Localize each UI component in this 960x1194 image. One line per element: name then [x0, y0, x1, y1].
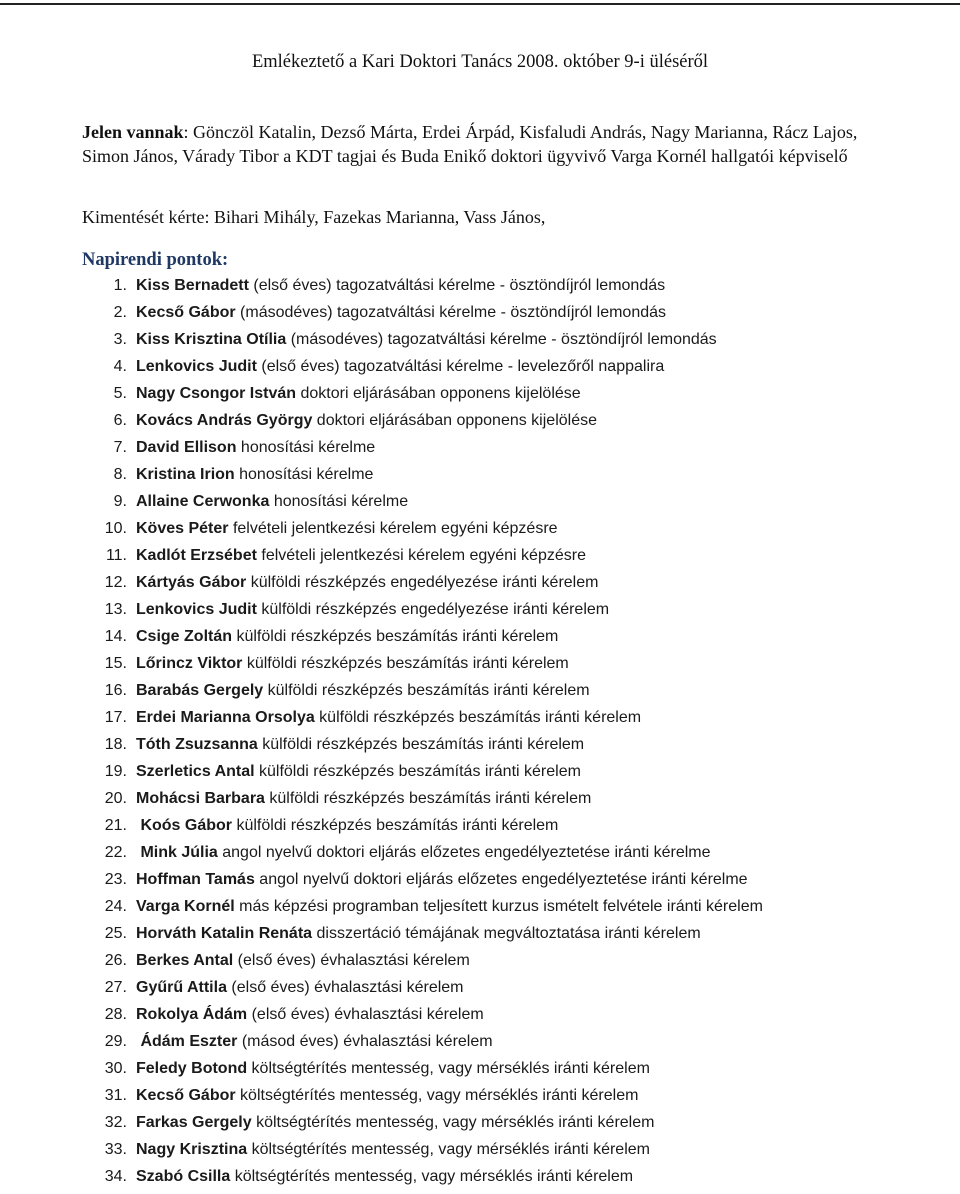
- agenda-item-name: Szabó Csilla: [136, 1168, 231, 1185]
- agenda-item: [82, 1005, 763, 1032]
- attendees-label: Jelen vannak: [82, 122, 184, 142]
- excused-line: Kimentését kérte: Bihari Mihály, Fazekas Marianna, Vass János,: [82, 207, 546, 227]
- agenda-item-number: 19.: [104, 763, 127, 780]
- agenda-item-name: Köves Péter: [136, 520, 229, 537]
- agenda-item-number: 20.: [104, 790, 127, 807]
- agenda-item-number: 10.: [104, 520, 127, 537]
- agenda-item-name: Kecső Gábor: [136, 304, 236, 321]
- agenda-item-text: (első éves) tagozatváltási kérelme - ösztöndíjról lemondás: [248, 277, 666, 294]
- agenda-item-number: 32.: [104, 1114, 127, 1131]
- agenda-item-name: Kiss Bernadett: [136, 277, 249, 294]
- agenda-item-text: (első éves) évhalasztási kérelem: [233, 952, 470, 969]
- agenda-item-number: 21.: [104, 817, 127, 834]
- agenda-item: [82, 627, 763, 654]
- agenda-item-name: Lenkovics Judit: [136, 601, 257, 618]
- agenda-item: [82, 411, 763, 438]
- agenda-item-text: (első éves) évhalasztási kérelem: [247, 1006, 484, 1023]
- agenda-item-number: 12.: [104, 574, 127, 591]
- agenda-item-text: külföldi részképzés beszámítás iránti kérelem: [242, 655, 569, 672]
- agenda-item-text: külföldi részképzés beszámítás iránti kérelem: [254, 763, 581, 780]
- agenda-item-text: disszertáció témájának megváltoztatása iránti kérelem: [312, 925, 701, 942]
- agenda-item: [82, 816, 763, 843]
- agenda-item: [82, 735, 763, 762]
- agenda-item-number: 34.: [104, 1168, 127, 1185]
- agenda-item-text: költségtérítés mentesség, vagy mérséklés iránti kérelem: [230, 1168, 634, 1185]
- agenda-item-name: Varga Kornél: [136, 898, 235, 915]
- agenda-item-number: 3.: [113, 331, 127, 348]
- agenda-item-number: 33.: [104, 1141, 127, 1158]
- agenda-item: [82, 1167, 763, 1194]
- agenda-item-number: 7.: [113, 439, 127, 456]
- agenda-item-name: Gyűrű Attila: [136, 979, 227, 996]
- agenda-item-name: Koós Gábor: [136, 817, 233, 834]
- agenda-item: [82, 357, 763, 384]
- agenda-item-text: honosítási kérelme: [234, 466, 374, 483]
- agenda-item-name: Kecső Gábor: [136, 1087, 236, 1104]
- attendees-list: : Gönczöl Katalin, Dezső Márta, Erdei Árpád, Kisfaludi András, Nagy Marianna, Rácz Lajos, Simon János, Várady Tibor a KDT tagjai és Buda Enikő doktori ügyvivő Varga Kornél hallgatói képviselő: [82, 122, 858, 166]
- agenda-item-text: költségtérítés mentesség, vagy mérséklés iránti kérelem: [251, 1114, 655, 1131]
- agenda-item-name: Lőrincz Viktor: [136, 655, 243, 672]
- agenda-item-name: Rokolya Ádám: [136, 1006, 248, 1023]
- agenda-heading: Napirendi pontok:: [82, 250, 229, 270]
- agenda-item: [82, 978, 763, 1005]
- agenda-item: [82, 276, 763, 303]
- agenda-item-text: költségtérítés mentesség, vagy mérséklés iránti kérelem: [247, 1060, 650, 1077]
- agenda-item-name: Kártyás Gábor: [136, 574, 247, 591]
- agenda-item-name: Lenkovics Judit: [136, 358, 257, 375]
- agenda-item-text: (másod éves) évhalasztási kérelem: [237, 1033, 493, 1050]
- agenda-item-number: 18.: [104, 736, 127, 753]
- agenda-item-number: 16.: [104, 682, 127, 699]
- agenda-item-number: 29.: [104, 1033, 127, 1050]
- agenda-item: [82, 1059, 763, 1086]
- agenda-item-name: Hoffman Tamás: [136, 871, 255, 888]
- agenda-item-name: Szerletics Antal: [136, 763, 255, 780]
- agenda-item: [82, 924, 763, 951]
- agenda-item-number: 28.: [104, 1006, 127, 1023]
- agenda-item-text: felvételi jelentkezési kérelem egyéni képzésre: [256, 547, 586, 564]
- agenda-item-name: Mink Júlia: [136, 844, 218, 861]
- agenda-item-name: Csige Zoltán: [136, 628, 233, 645]
- agenda-item: [82, 546, 763, 573]
- agenda-item-text: külföldi részképzés beszámítás iránti kérelem: [263, 682, 590, 699]
- agenda-item-number: 22.: [104, 844, 127, 861]
- agenda-item-name: Kristina Irion: [136, 466, 235, 483]
- agenda-item-number: 2.: [113, 304, 127, 321]
- document-title: Emlékeztető a Kari Doktori Tanács 2008. október 9-i üléséről: [251, 52, 709, 72]
- agenda-item-number: 1.: [113, 277, 127, 294]
- agenda-item-name: Farkas Gergely: [136, 1114, 252, 1131]
- agenda-item-text: honosítási kérelme: [236, 439, 376, 456]
- agenda-item-text: külföldi részképzés beszámítás iránti kérelem: [232, 628, 559, 645]
- top-rule: [0, 3, 960, 5]
- agenda-item-text: (másodéves) tagozatváltási kérelme - ösztöndíjról lemondás: [286, 331, 717, 348]
- agenda-item-text: (első éves) tagozatváltási kérelme - levelezőről nappalira: [256, 358, 665, 375]
- agenda-item: [82, 600, 763, 627]
- agenda-item-text: angol nyelvű doktori eljárás előzetes engedélyeztetése iránti kérelme: [217, 844, 711, 861]
- agenda-item-number: 14.: [104, 628, 127, 645]
- agenda-item: [82, 762, 763, 789]
- agenda-item: [82, 681, 763, 708]
- agenda-item-number: 11.: [105, 547, 127, 564]
- agenda-item-text: doktori eljárásában opponens kijelölése: [296, 385, 581, 402]
- agenda-item-number: 23.: [104, 871, 127, 888]
- agenda-item-number: 5.: [113, 385, 127, 402]
- agenda-item: [82, 789, 763, 816]
- agenda-item-name: Kadlót Erzsébet: [136, 547, 257, 564]
- agenda-list: [82, 276, 763, 1194]
- agenda-item-number: 24.: [104, 898, 127, 915]
- agenda-item: [82, 708, 763, 735]
- agenda-item: [82, 1032, 763, 1059]
- agenda-item-text: felvételi jelentkezési kérelem egyéni képzésre: [228, 520, 558, 537]
- agenda-item: [82, 1140, 763, 1167]
- agenda-item-text: (másodéves) tagozatváltási kérelme - ösztöndíjról lemondás: [235, 304, 667, 321]
- agenda-item: [82, 519, 763, 546]
- agenda-item-number: 17.: [104, 709, 127, 726]
- agenda-item-number: 15.: [104, 655, 127, 672]
- agenda-item: [82, 573, 763, 600]
- agenda-item: [82, 303, 763, 330]
- agenda-item: [82, 492, 763, 519]
- agenda-item: [82, 438, 763, 465]
- agenda-item-name: Feledy Botond: [136, 1060, 248, 1077]
- agenda-item-name: Mohácsi Barbara: [136, 790, 265, 807]
- agenda-item-text: külföldi részképzés beszámítás iránti kérelem: [257, 736, 585, 753]
- agenda-item-number: 4.: [113, 358, 127, 375]
- agenda-item-text: honosítási kérelme: [269, 493, 409, 510]
- agenda-item-number: 25.: [104, 925, 127, 942]
- agenda-item-text: más képzési programban teljesített kurzus ismételt felvétele iránti kérelem: [234, 898, 763, 915]
- agenda-item-text: külföldi részképzés engedélyezése iránti kérelem: [246, 574, 599, 591]
- agenda-item: [82, 1113, 763, 1140]
- agenda-item: [82, 654, 763, 681]
- agenda-item-text: költségtérítés mentesség, vagy mérséklés iránti kérelem: [247, 1141, 650, 1158]
- agenda-item: [82, 330, 763, 357]
- agenda-item-number: 30.: [104, 1060, 127, 1077]
- agenda-item-text: külföldi részképzés beszámítás iránti kérelem: [314, 709, 642, 726]
- agenda-item: [82, 870, 763, 897]
- agenda-item-number: 31.: [104, 1087, 127, 1104]
- agenda-item-name: Kiss Krisztina Otília: [136, 331, 287, 348]
- agenda-item-text: külföldi részképzés beszámítás iránti kérelem: [264, 790, 592, 807]
- agenda-item-name: Nagy Csongor István: [136, 385, 297, 402]
- agenda-item-text: doktori eljárásában opponens kijelölése: [312, 412, 597, 429]
- agenda-item-name: David Ellison: [136, 439, 237, 456]
- agenda-item: [82, 951, 763, 978]
- agenda-item-text: költségtérítés mentesség, vagy mérséklés iránti kérelem: [235, 1087, 639, 1104]
- agenda-item-number: 26.: [104, 952, 127, 969]
- agenda-item-name: Berkes Antal: [136, 952, 234, 969]
- agenda-item-text: külföldi részképzés engedélyezése iránti kérelem: [256, 601, 610, 618]
- agenda-item-number: 27.: [104, 979, 127, 996]
- agenda-item: [82, 384, 763, 411]
- agenda-item-name: Barabás Gergely: [136, 682, 264, 699]
- agenda-item-name: Allaine Cerwonka: [136, 493, 270, 510]
- attendees-paragraph: [82, 120, 882, 168]
- agenda-item: [82, 843, 763, 870]
- agenda-item-name: Ádám Eszter: [136, 1033, 238, 1050]
- agenda-item-name: Nagy Krisztina: [136, 1141, 248, 1158]
- agenda-item-text: angol nyelvű doktori eljárás előzetes engedélyeztetése iránti kérelme: [254, 871, 748, 888]
- agenda-item-name: Tóth Zsuzsanna: [136, 736, 258, 753]
- agenda-item: [82, 1086, 763, 1113]
- agenda-item-number: 13.: [104, 601, 127, 618]
- agenda-item-number: 6.: [113, 412, 127, 429]
- agenda-item-number: 9.: [113, 493, 127, 510]
- agenda-item-text: (első éves) évhalasztási kérelem: [226, 979, 464, 996]
- agenda-item: [82, 465, 763, 492]
- agenda-item-number: 8.: [113, 466, 127, 483]
- agenda-item-name: Horváth Katalin Renáta: [136, 925, 313, 942]
- agenda-item-name: Kovács András György: [136, 412, 313, 429]
- agenda-item-name: Erdei Marianna Orsolya: [136, 709, 315, 726]
- agenda-item: [82, 897, 763, 924]
- agenda-item-text: külföldi részképzés beszámítás iránti kérelem: [232, 817, 559, 834]
